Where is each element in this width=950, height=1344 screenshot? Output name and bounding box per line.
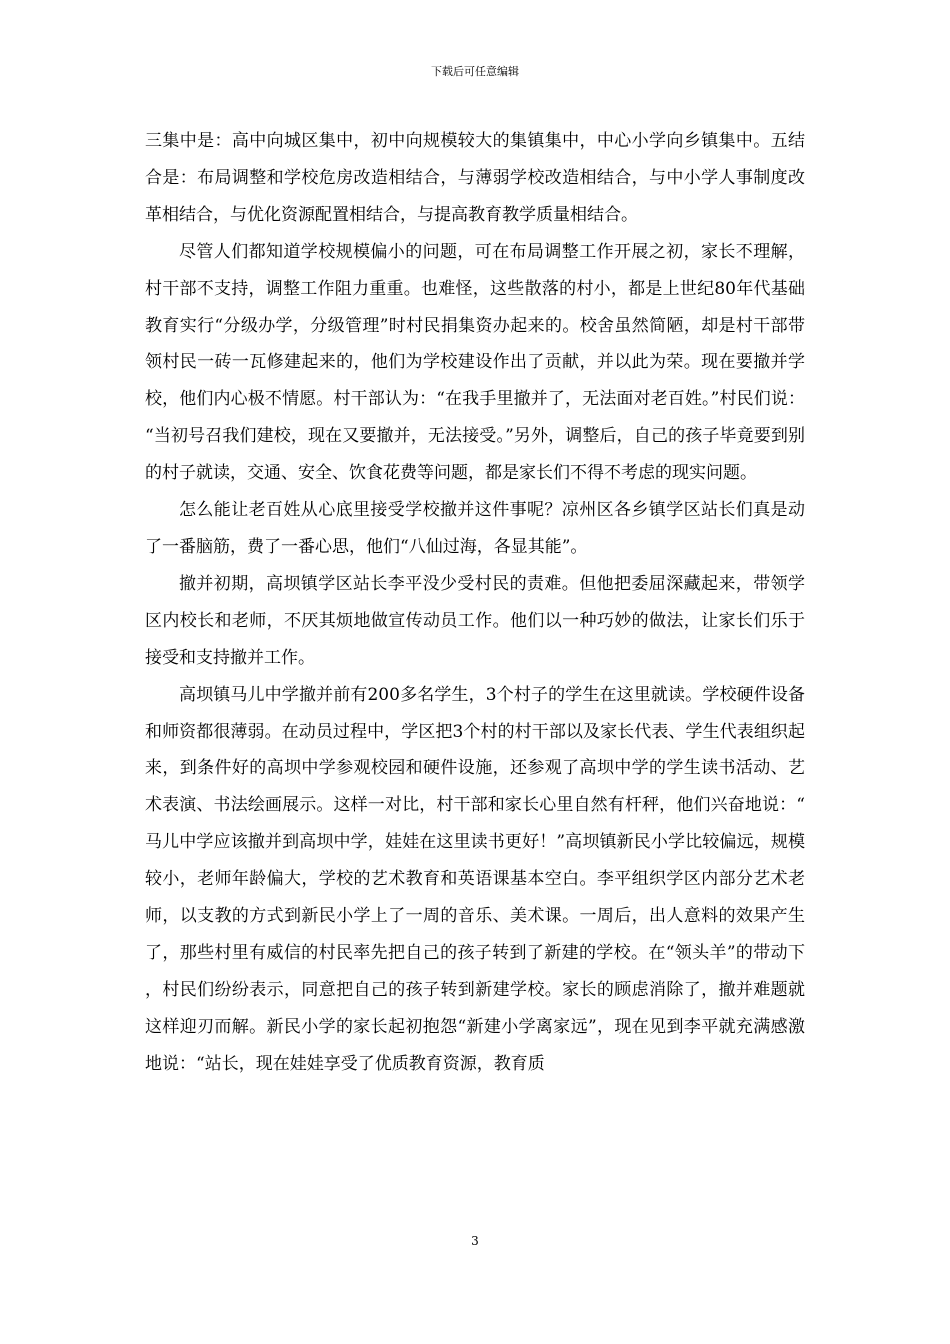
page-number: 3 — [471, 1234, 479, 1248]
paragraph-5: 高坝镇马儿中学撤并前有200多名学生，3个村子的学生在这里就读。学校硬件设备和师资都很薄弱。在动员过程中，学区把3个村的村干部以及家长代表、学生代表组织起来，到条件好的高坝中学参观校园和硬件设施，还参观了高坝中学的学生读书活动、艺术表演、书法绘画展示。这样一对比，村干部和家长心里自然有杆秤，他们兴奋地说：“马儿中学应该撤并到高坝中学，娃娃在这里读书更好！”高坝镇新民小学比较偏远，规模较小，老师年龄偏大，学校的艺术教育和英语课基本空白。李平组织学区内部分艺术老师，以支教的方式到新民小学上了一周的音乐、美术课。一周后，出人意料的效果产生了，那些村里有威信的村民率先把自己的孩子转到了新建的学校。在“领头羊”的带动下，村民们纷纷表示，同意把自己的孩子转到新建学校。家长的顾虑消除了，撤并难题就这样迎刃而解。新民小学的家长起初抱怨“新建小学离家远”，现在见到李平就充满感激地说：“站长，现在娃娃享受了优质教育资源，教育质 — [145, 684, 805, 1074]
paragraph-2: 尽管人们都知道学校规模偏小的问题，可在布局调整工作开展之初，家长不理解，村干部不支持，调整工作阻力重重。也难怪，这些散落的村小，都是上世纪80年代基础教育实行“分级办学，分级管理”时村民捐集资办起来的。校舍虽然简陋，却是村干部带领村民一砖一瓦修建起来的，他们为学校建设作出了贡献，并以此为荣。现在要撤并学校，他们内心极不情愿。村干部认为：“在我手里撤并了，无法面对老百姓。”村民们说：“当初号召我们建校，现在又要撤并，无法接受。”另外，调整后，自己的孩子毕竟要到别的村子就读，交通、安全、饮食花费等问题，都是家长们不得不考虑的现实问题。 — [145, 241, 805, 484]
page-header: 下载后可任意编辑 — [431, 65, 519, 78]
paragraph-4: 撤并初期，高坝镇学区站长李平没少受村民的责难。但他把委屈深藏起来，带领学区内校长和老师，不厌其烦地做宣传动员工作。他们以一种巧妙的做法，让家长们乐于接受和支持撤并工作。 — [145, 573, 805, 668]
document-body — [145, 123, 805, 1083]
paragraph-3: 怎么能让老百姓从心底里接受学校撤并这件事呢？凉州区各乡镇学区站长们真是动了一番脑筋，费了一番心思，他们“八仙过海，各显其能”。 — [145, 500, 805, 557]
paragraph-1: 三集中是：高中向城区集中，初中向规模较大的集镇集中，中心小学向乡镇集中。五结合是：布局调整和学校危房改造相结合，与薄弱学校改造相结合，与中小学人事制度改革相结合，与优化资源配置相结合，与提高教育教学质量相结合。 — [145, 131, 805, 225]
